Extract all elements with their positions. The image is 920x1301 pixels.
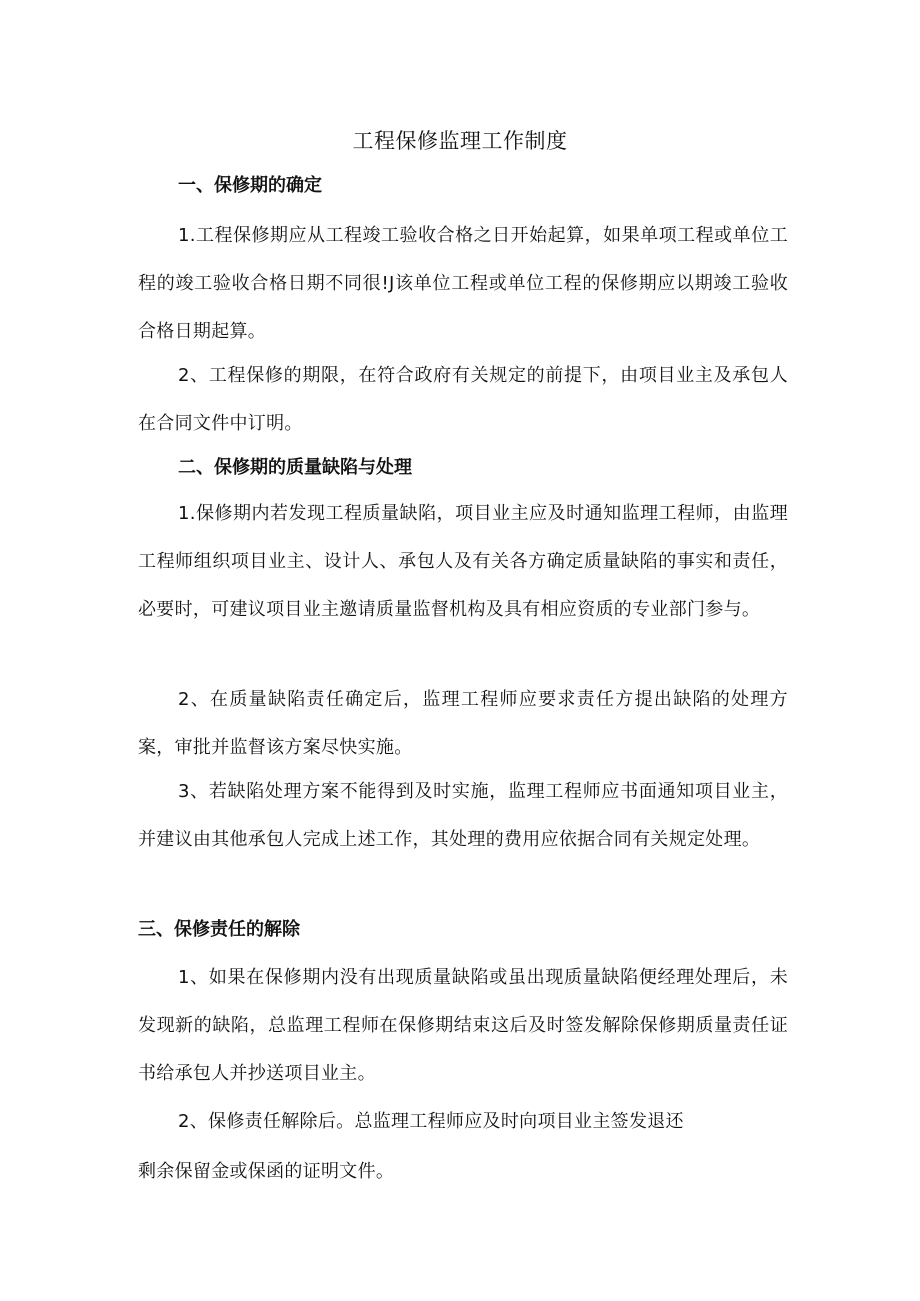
paragraph-1-1: 1.工程保修期应从工程竣工验收合格之日开始起算，如果单项工程或单位工程的竣工验收合格日期不同很!J该单位工程或单位工程的保修期应以期竣工验收合格日期起算。 [138,225,788,342]
section-heading-2: 二、保修期的质量缺陷与处理 [178,457,412,478]
paragraph-3-2-line-1: 2、保修责任解除后。总监理工程师应及时向项目业主签发退还 [178,1111,684,1132]
section-heading-3: 三、保修责任的解除 [138,919,300,940]
document-title: 工程保修监理工作制度 [352,129,568,153]
paragraph-1-2: 2、工程保修的期限，在符合政府有关规定的前提下，由项目业主及承包人在合同文件中订明。 [138,365,788,434]
paragraph-3-1: 1、如果在保修期内没有出现质量缺陷或虽出现质量缺陷便经理处理后，未发现新的缺陷，总监理工程师在保修期结束这后及时签发解除保修期质量责任证书给承包人并抄送项目业主。 [138,967,788,1084]
paragraph-3-2-line-2: 剩余保留金或保函的证明文件。 [138,1161,395,1182]
paragraph-2-3: 3、若缺陷处理方案不能得到及时实施，监理工程师应书面通知项目业主，并建议由其他承包人完成上述工作，其处理的费用应依据合同有关规定处理。 [138,781,788,850]
paragraph-2-2: 2、在质量缺陷责任确定后，监理工程师应要求责任方提出缺陷的处理方案，审批并监督该方案尽快实施。 [138,689,788,758]
section-heading-1: 一、保修期的确定 [178,175,322,196]
paragraph-2-1: 1.保修期内若发现工程质量缺陷，项目业主应及时通知监理工程师，由监理工程师组织项目业主、设计人、承包人及有关各方确定质量缺陷的事实和责任，必要时，可建议项目业主邀请质量监督机构及具有相应资质的专业部门参与。 [138,503,788,620]
